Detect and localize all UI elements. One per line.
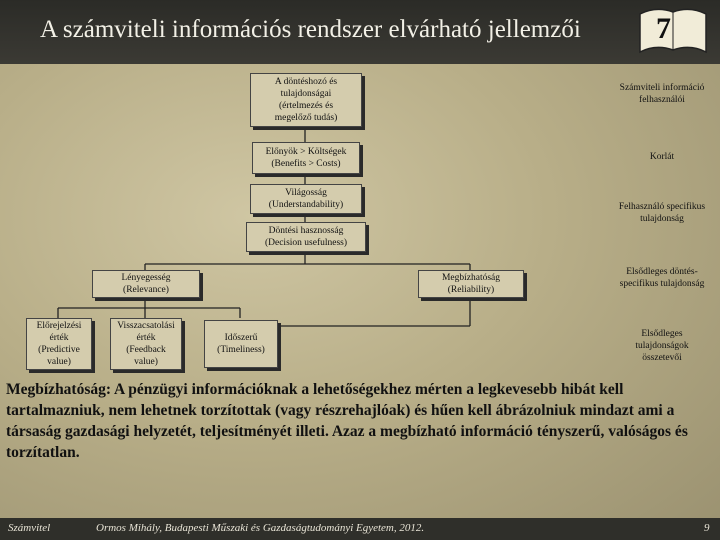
label-primary-decision-line-1: Elsődleges döntés- xyxy=(626,267,698,277)
label-users-line-2: felhasználói xyxy=(639,95,685,105)
slide-title: A számviteli információs rendszer elvárható jellemzői xyxy=(40,16,581,43)
timeliness-line-2: (Timeliness) xyxy=(217,345,265,355)
feedback-line-2: érték xyxy=(136,333,156,343)
label-primary-components xyxy=(604,328,720,364)
label-primary-components-line-3: összetevői xyxy=(642,353,682,363)
footer-bar xyxy=(0,518,720,540)
relevance-box xyxy=(92,270,200,298)
decision-usefulness-box xyxy=(246,222,366,252)
predictive-line-1: Előrejelzési xyxy=(36,321,82,331)
footer-course: Számvitel xyxy=(8,522,51,534)
understandability-line-1: Világosság xyxy=(285,188,327,198)
feedback-line-1: Visszacsatolási xyxy=(117,321,175,331)
reliability-box xyxy=(418,270,524,298)
benefits-line-2: (Benefits > Costs) xyxy=(271,159,341,169)
reliability-line-2: (Reliability) xyxy=(447,285,495,295)
reliability-line-1: Megbízhatóság xyxy=(441,273,501,283)
label-user-specific-line-2: tulajdonság xyxy=(640,214,684,224)
reliability-definition-paragraph: Megbízhatóság: A pénzügyi információknak a lehetőségekhez mérten a legkevesebb hibát kell tartalmazniuk, nem lehetnek torzítottak (vagy részrehajlóak) és hűen kell ábrázolniuk mindazt ami a társaság gazdasági helyzetét, teljesítményét illeti. Azaz a megbízható információ tényszerű, valóságos és torzítatlan. xyxy=(6,381,688,461)
footer-page-number: 9 xyxy=(704,522,710,534)
decision-maker-line-2: tulajdonságai xyxy=(280,89,332,99)
predictive-value-box xyxy=(26,318,92,370)
benefits-costs-box xyxy=(252,142,360,174)
label-primary-components-line-2: tulajdonságok xyxy=(635,341,689,351)
feedback-line-3: (Feedback xyxy=(126,345,166,355)
timeliness-box xyxy=(204,320,278,368)
label-users xyxy=(604,82,720,106)
feedback-value-box xyxy=(110,318,182,370)
decision-maker-line-1: A döntéshozó és xyxy=(274,77,338,87)
chapter-number: 7 xyxy=(656,12,671,45)
label-constraint xyxy=(604,151,720,163)
label-primary-decision-line-2: specifikus tulajdonság xyxy=(619,279,705,289)
predictive-line-3: (Predictive xyxy=(38,345,80,355)
label-primary-decision xyxy=(604,266,720,290)
decision-maker-box xyxy=(250,73,362,127)
decision-maker-line-4: megelőző tudás) xyxy=(274,113,338,123)
decision-usefulness-line-2: (Decision usefulness) xyxy=(264,238,348,248)
label-user-specific xyxy=(604,201,720,225)
predictive-line-2: érték xyxy=(49,333,69,343)
relevance-line-1: Lényegesség xyxy=(121,273,171,283)
benefits-line-1: Előnyök > Költségek xyxy=(265,147,347,157)
decision-maker-line-3: (értelmezés és xyxy=(278,101,334,111)
footer-author: Ormos Mihály, Budapesti Műszaki és Gazdaságtudományi Egyetem, 2012. xyxy=(96,522,425,534)
label-users-line-1: Számviteli információ xyxy=(619,83,705,93)
understandability-line-2: (Understandability) xyxy=(268,200,344,210)
decision-usefulness-line-1: Döntési hasznosság xyxy=(268,226,344,236)
predictive-line-4: value) xyxy=(47,357,71,367)
label-user-specific-line-1: Felhasználó specifikus xyxy=(618,202,706,212)
label-primary-components-line-1: Elsődleges xyxy=(641,329,683,339)
label-constraint-line-1: Korlát xyxy=(649,152,675,162)
feedback-line-4: value) xyxy=(134,357,158,367)
understandability-box xyxy=(250,184,362,214)
relevance-line-2: (Relevance) xyxy=(123,285,169,295)
timeliness-line-1: Időszerű xyxy=(224,333,258,343)
